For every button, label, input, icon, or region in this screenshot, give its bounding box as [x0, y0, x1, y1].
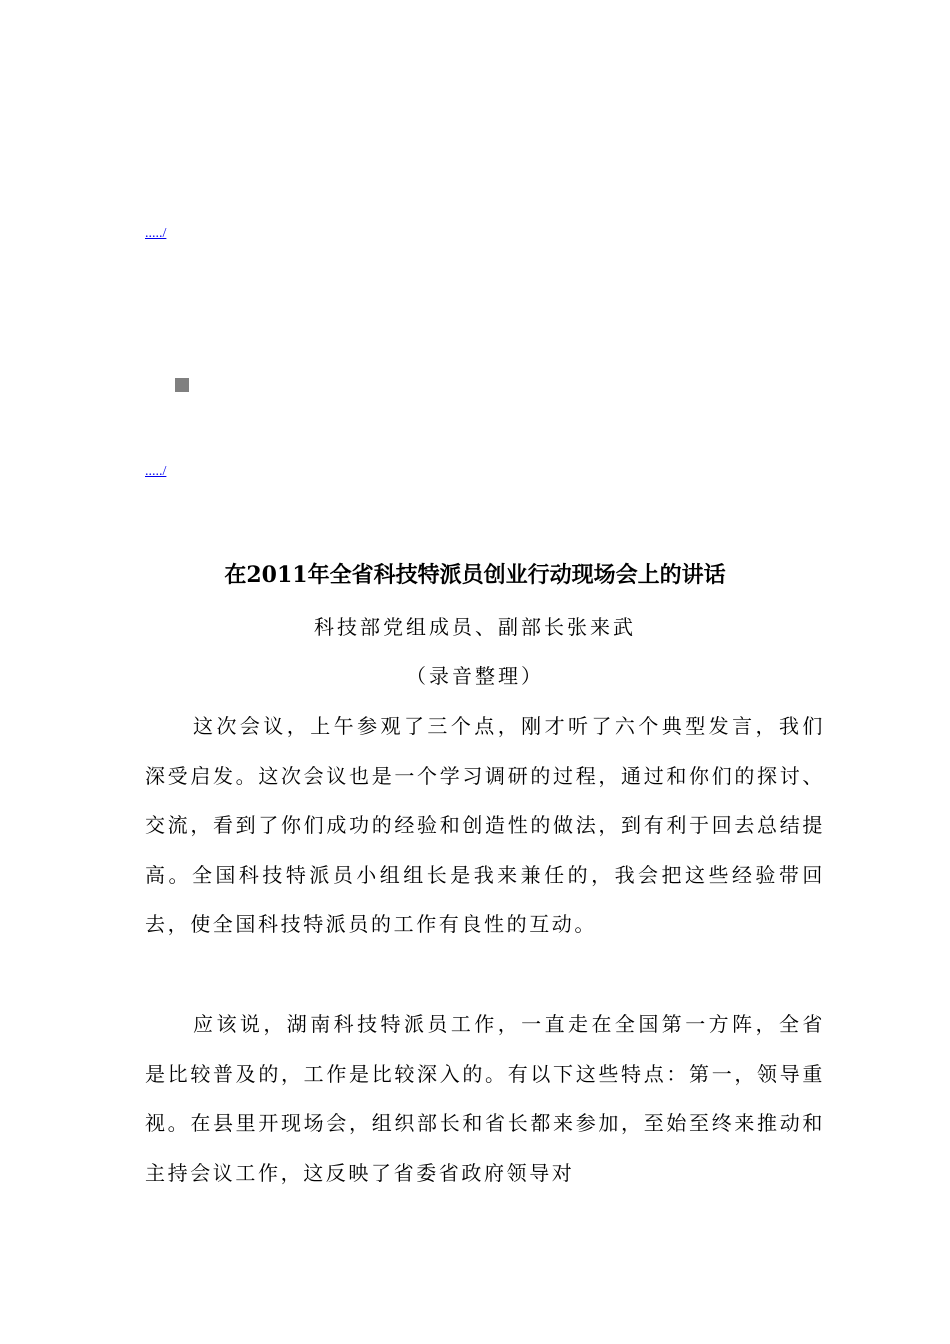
hyperlink-bottom[interactable]: ...../ [145, 464, 167, 479]
document-title: 在2011年全省科技特派员创业行动现场会上的讲话 [224, 562, 726, 588]
document-note: （录音整理） [406, 664, 544, 688]
body-paragraph-1: 这次会议，上午参观了三个点，刚才听了六个典型发言，我们深受启发。这次会议也是一个学习调研的过程，通过和你们的探讨、交流，看到了你们成功的经验和创造性的做法，到有利于回去总结提高。全国科技特派员小组组长是我来兼任的，我会把这些经验带回去，使全国科技特派员的工作有良性的互动。 [145, 714, 825, 936]
bullet-square-icon [175, 378, 189, 392]
hyperlink-top[interactable]: ...../ [145, 226, 167, 241]
document-author: 科技部党组成员、副部长张来武 [314, 615, 636, 639]
body-paragraph-2: 应该说，湖南科技特派员工作，一直走在全国第一方阵，全省是比较普及的，工作是比较深入的。有以下这些特点：第一，领导重视。在县里开现场会，组织部长和省长都来参加，至始至终来推动和主持会议工作，这反映了省委省政府领导对 [145, 1012, 825, 1185]
